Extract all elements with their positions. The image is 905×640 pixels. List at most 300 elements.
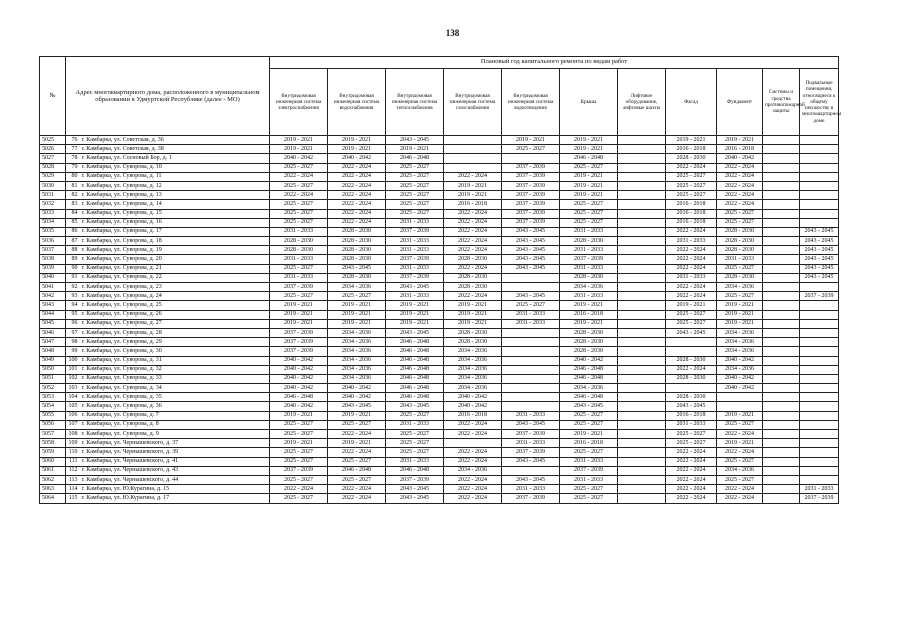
year-range-cell: 2028 - 2030 [717, 273, 763, 282]
work-type-header: Фасад [666, 69, 717, 136]
year-range-cell: 2025 - 2027 [270, 494, 328, 503]
year-range-cell: 2022 - 2024 [444, 420, 502, 429]
year-range-cell: 2037 - 2039 [502, 448, 560, 457]
row-number: 5032 [40, 200, 66, 209]
year-range-cell: 2022 - 2024 [444, 218, 502, 227]
table-row [40, 255, 839, 264]
work-type-header: Внутридомовая инженерная система теплоснабжения [386, 69, 444, 136]
year-range-cell: 2037 - 2039 [800, 292, 839, 301]
year-range-cell: 2043 - 2045 [800, 273, 839, 282]
year-range-cell: 2034 - 2036 [328, 338, 386, 347]
year-range-cell: 2040 - 2042 [717, 356, 763, 365]
year-range-cell: 2019 - 2021 [270, 310, 328, 319]
year-range-cell [618, 365, 666, 374]
table-row [40, 209, 839, 218]
year-range-cell: 2025 - 2027 [328, 475, 386, 484]
year-range-cell: 2025 - 2027 [270, 457, 328, 466]
row-index: 103 [66, 384, 80, 393]
page-number: 138 [445, 28, 460, 38]
row-number: 5046 [40, 328, 66, 337]
year-range-cell: 2019 - 2021 [717, 136, 763, 145]
year-range-cell: 2022 - 2024 [444, 172, 502, 181]
year-range-cell: 2025 - 2027 [560, 200, 618, 209]
address-cell: г. Камбарка, ул. Суворова, д. 12 [80, 181, 270, 190]
year-range-cell: 2022 - 2024 [666, 365, 717, 374]
year-range-cell: 2025 - 2027 [560, 411, 618, 420]
year-range-cell: 2037 - 2039 [800, 494, 839, 503]
year-range-cell [618, 255, 666, 264]
row-number: 5064 [40, 494, 66, 503]
year-range-cell: 2025 - 2027 [666, 172, 717, 181]
year-range-cell: 2019 - 2021 [560, 430, 618, 439]
year-range-cell: 2031 - 2033 [560, 264, 618, 273]
year-range-cell: 2028 - 2030 [444, 328, 502, 337]
year-range-cell: 2043 - 2045 [800, 227, 839, 236]
year-range-cell: 2037 - 2039 [270, 466, 328, 475]
year-range-cell: 2031 - 2033 [800, 485, 839, 494]
year-range-cell [763, 466, 800, 475]
address-cell: г. Камбарка, ул. Суворова, д. 36 [80, 402, 270, 411]
row-number: 5063 [40, 485, 66, 494]
year-range-cell [800, 301, 839, 310]
row-number: 5044 [40, 310, 66, 319]
work-type-header: Внутридомовая инженерная система водоснабжения [328, 69, 386, 136]
table-row [40, 347, 839, 356]
year-range-cell: 2034 - 2036 [444, 356, 502, 365]
year-range-cell: 2025 - 2027 [560, 209, 618, 218]
year-range-cell: 2025 - 2027 [270, 475, 328, 484]
table-row [40, 457, 839, 466]
year-range-cell: 2022 - 2024 [666, 255, 717, 264]
work-type-header: Крыша [560, 69, 618, 136]
year-range-cell: 2040 - 2042 [270, 154, 328, 163]
year-range-cell [800, 420, 839, 429]
address-cell: г. Камбарка, ул. Суворова, д. 17 [80, 227, 270, 236]
year-range-cell: 2019 - 2021 [386, 145, 444, 154]
year-range-cell [502, 374, 560, 383]
year-range-cell: 2022 - 2024 [717, 494, 763, 503]
year-range-cell: 2025 - 2027 [270, 163, 328, 172]
year-range-cell: 2040 - 2042 [444, 393, 502, 402]
address-cell: г. Камбарка, ул. Чернышевского, д. 43 [80, 466, 270, 475]
year-range-cell: 2040 - 2042 [270, 384, 328, 393]
row-number: 5048 [40, 347, 66, 356]
row-number: 5037 [40, 246, 66, 255]
row-number: 5038 [40, 255, 66, 264]
year-range-cell: 2040 - 2042 [560, 356, 618, 365]
row-index: 81 [66, 181, 80, 190]
year-range-cell: 2019 - 2021 [560, 136, 618, 145]
year-range-cell: 2025 - 2027 [328, 457, 386, 466]
row-number: 5058 [40, 439, 66, 448]
year-range-cell: 2022 - 2024 [328, 209, 386, 218]
year-range-cell: 2037 - 2039 [502, 200, 560, 209]
year-range-cell [763, 319, 800, 328]
table-row [40, 485, 839, 494]
year-range-cell [444, 154, 502, 163]
year-range-cell [763, 136, 800, 145]
year-range-cell: 2016 - 2018 [666, 200, 717, 209]
year-range-cell: 2019 - 2021 [386, 310, 444, 319]
year-range-cell: 2028 - 2030 [444, 273, 502, 282]
year-range-cell [618, 181, 666, 190]
year-range-cell: 2016 - 2018 [560, 439, 618, 448]
year-range-cell: 2025 - 2027 [270, 181, 328, 190]
year-range-cell: 2031 - 2033 [502, 319, 560, 328]
year-range-cell: 2034 - 2036 [328, 328, 386, 337]
year-range-cell: 2034 - 2036 [717, 347, 763, 356]
year-range-cell: 2022 - 2024 [717, 181, 763, 190]
year-range-cell [800, 191, 839, 200]
year-range-cell: 2025 - 2027 [717, 218, 763, 227]
year-range-cell: 2031 - 2033 [560, 246, 618, 255]
year-range-cell: 2025 - 2027 [666, 439, 717, 448]
year-range-cell: 2019 - 2021 [502, 136, 560, 145]
year-range-cell: 2031 - 2033 [502, 411, 560, 420]
year-range-cell: 2022 - 2024 [444, 494, 502, 503]
year-range-cell: 2046 - 2048 [560, 365, 618, 374]
year-range-cell: 2031 - 2033 [386, 218, 444, 227]
year-range-cell: 2040 - 2042 [444, 402, 502, 411]
year-range-cell: 2043 - 2045 [502, 457, 560, 466]
year-range-cell: 2025 - 2027 [328, 292, 386, 301]
year-range-cell [618, 237, 666, 246]
year-range-cell [763, 237, 800, 246]
year-range-cell [502, 283, 560, 292]
row-index: 80 [66, 172, 80, 181]
work-type-header: Фундамент [717, 69, 763, 136]
year-range-cell [763, 255, 800, 264]
year-range-cell: 2022 - 2024 [328, 200, 386, 209]
row-number: 5052 [40, 384, 66, 393]
year-range-cell [763, 356, 800, 365]
address-header: Адрес многоквартирного дома, расположенного в муниципальном образовании в Удмуртской Республике (далее - МО) [66, 57, 270, 136]
year-range-cell: 2025 - 2027 [717, 292, 763, 301]
address-cell: г. Камбарка, ул. Чернышевского, д. 44 [80, 475, 270, 484]
year-range-cell: 2028 - 2030 [560, 328, 618, 337]
year-range-cell: 2037 - 2039 [270, 338, 328, 347]
year-range-cell: 2031 - 2033 [502, 439, 560, 448]
table-row [40, 338, 839, 347]
year-range-cell [618, 485, 666, 494]
year-range-cell [618, 283, 666, 292]
table-row [40, 163, 839, 172]
year-range-cell: 2043 - 2045 [502, 264, 560, 273]
year-range-cell: 2037 - 2039 [502, 218, 560, 227]
address-cell: г. Камбарка, ул. Суворова, д. 11 [80, 172, 270, 181]
year-range-cell [763, 365, 800, 374]
year-range-cell: 2028 - 2030 [717, 227, 763, 236]
year-range-cell [618, 439, 666, 448]
year-range-cell [618, 136, 666, 145]
year-range-cell: 2019 - 2021 [270, 439, 328, 448]
year-range-cell: 2034 - 2036 [444, 384, 502, 393]
row-index: 109 [66, 439, 80, 448]
year-range-cell: 2031 - 2033 [502, 485, 560, 494]
year-range-cell: 2019 - 2021 [270, 301, 328, 310]
address-cell: г. Камбарка, ул. Суворова, д. 25 [80, 301, 270, 310]
year-range-cell [618, 172, 666, 181]
year-range-cell: 2031 - 2033 [560, 475, 618, 484]
year-range-cell: 2028 - 2030 [717, 237, 763, 246]
year-range-cell: 2022 - 2024 [666, 494, 717, 503]
year-range-cell: 2019 - 2021 [560, 301, 618, 310]
year-range-cell: 2022 - 2024 [666, 485, 717, 494]
year-range-cell: 2031 - 2033 [560, 227, 618, 236]
year-range-cell: 2028 - 2030 [666, 374, 717, 383]
address-cell: г. Камбарка, ул. Суворова, д. 31 [80, 356, 270, 365]
year-range-cell: 2028 - 2030 [560, 273, 618, 282]
table-row [40, 200, 839, 209]
year-range-cell [763, 283, 800, 292]
row-index: 89 [66, 255, 80, 264]
address-cell: г. Камбарка, ул. Суворова, д. 26 [80, 310, 270, 319]
row-number: 5040 [40, 273, 66, 282]
row-index: 85 [66, 218, 80, 227]
address-cell: г. Камбарка, ул. Суворова, д. 29 [80, 338, 270, 347]
year-range-cell: 2046 - 2048 [270, 393, 328, 402]
year-range-cell: 2025 - 2027 [386, 411, 444, 420]
year-range-cell [763, 191, 800, 200]
year-range-cell: 2019 - 2021 [444, 191, 502, 200]
row-number: 5030 [40, 181, 66, 190]
year-range-cell: 2025 - 2027 [560, 494, 618, 503]
address-cell: г. Камбарка, ул. Чернышевского, д. 39 [80, 448, 270, 457]
year-range-cell: 2046 - 2048 [386, 384, 444, 393]
year-range-cell: 2025 - 2027 [666, 319, 717, 328]
address-cell: г. Камбарка, ул. Суворова, д. 14 [80, 200, 270, 209]
year-range-cell [763, 347, 800, 356]
year-range-cell: 2043 - 2045 [502, 227, 560, 236]
year-range-cell: 2037 - 2039 [270, 283, 328, 292]
year-range-cell [763, 292, 800, 301]
year-range-cell: 2043 - 2045 [502, 292, 560, 301]
year-range-cell [763, 420, 800, 429]
row-index: 100 [66, 356, 80, 365]
year-range-cell: 2043 - 2045 [800, 237, 839, 246]
row-number: 5056 [40, 420, 66, 429]
work-type-header: Подвальные помещения, относящиеся к общему имуществу в многоквартирном доме [800, 69, 839, 136]
year-range-cell: 2025 - 2027 [386, 439, 444, 448]
year-range-cell [502, 273, 560, 282]
year-range-cell [763, 163, 800, 172]
year-range-cell: 2043 - 2045 [386, 485, 444, 494]
year-range-cell: 2019 - 2021 [328, 411, 386, 420]
table-row [40, 283, 839, 292]
year-range-cell: 2046 - 2048 [386, 365, 444, 374]
year-range-cell [618, 356, 666, 365]
year-range-cell: 2022 - 2024 [666, 163, 717, 172]
address-cell: г. Камбарка, ул. Суворова, д. 23 [80, 283, 270, 292]
row-number: 5053 [40, 393, 66, 402]
address-cell: г. Камбарка, ул. Чернышевского, д. 37 [80, 439, 270, 448]
year-range-cell [763, 218, 800, 227]
year-range-cell: 2019 - 2021 [666, 301, 717, 310]
row-number: 5034 [40, 218, 66, 227]
year-range-cell: 2046 - 2048 [560, 374, 618, 383]
year-range-cell: 2025 - 2027 [717, 475, 763, 484]
year-range-cell: 2016 - 2018 [444, 200, 502, 209]
year-range-cell: 2043 - 2045 [386, 494, 444, 503]
year-range-cell: 2025 - 2027 [502, 145, 560, 154]
row-index: 91 [66, 273, 80, 282]
year-range-cell: 2022 - 2024 [444, 246, 502, 255]
year-range-cell [618, 264, 666, 273]
year-range-cell: 2031 - 2033 [666, 273, 717, 282]
address-cell: г. Камбарка, ул. Суворова, д. 33 [80, 374, 270, 383]
table-row [40, 365, 839, 374]
year-range-cell: 2025 - 2027 [717, 264, 763, 273]
year-range-cell [800, 475, 839, 484]
year-range-cell: 2034 - 2036 [444, 374, 502, 383]
year-range-cell: 2022 - 2024 [328, 191, 386, 200]
row-number: 5059 [40, 448, 66, 457]
year-range-cell: 2040 - 2042 [270, 374, 328, 383]
year-range-cell [502, 328, 560, 337]
year-range-cell: 2022 - 2024 [666, 466, 717, 475]
year-range-cell: 2025 - 2027 [666, 181, 717, 190]
year-range-cell: 2037 - 2039 [502, 181, 560, 190]
year-range-cell: 2028 - 2030 [666, 393, 717, 402]
row-index: 98 [66, 338, 80, 347]
year-range-cell: 2025 - 2027 [386, 163, 444, 172]
year-range-cell: 2019 - 2021 [444, 181, 502, 190]
planned-year-header: Плановый год капитального ремонта по видам работ [270, 57, 839, 69]
year-range-cell: 2028 - 2030 [560, 347, 618, 356]
row-index: 83 [66, 200, 80, 209]
year-range-cell [502, 338, 560, 347]
table-body [40, 136, 839, 504]
address-cell: г. Камбарка, ул. Суворова, д. 32 [80, 365, 270, 374]
year-range-cell: 2043 - 2045 [386, 402, 444, 411]
year-range-cell: 2043 - 2045 [328, 402, 386, 411]
year-range-cell: 2043 - 2045 [502, 237, 560, 246]
year-range-cell: 2037 - 2039 [502, 430, 560, 439]
year-range-cell [800, 136, 839, 145]
table-row [40, 301, 839, 310]
year-range-cell: 2025 - 2027 [270, 448, 328, 457]
year-range-cell [618, 338, 666, 347]
year-range-cell: 2034 - 2036 [328, 356, 386, 365]
year-range-cell: 2016 - 2018 [444, 411, 502, 420]
address-cell: г. Камбарка, ул. Суворова, д. 15 [80, 209, 270, 218]
year-range-cell: 2031 - 2033 [717, 255, 763, 264]
year-range-cell: 2022 - 2024 [666, 457, 717, 466]
year-range-cell: 2022 - 2024 [717, 191, 763, 200]
address-cell: г. Камбарка, ул. Суворова, д. 30 [80, 347, 270, 356]
year-range-cell [800, 310, 839, 319]
year-range-cell: 2037 - 2039 [386, 273, 444, 282]
year-range-cell: 2022 - 2024 [328, 218, 386, 227]
year-range-cell: 2019 - 2021 [270, 411, 328, 420]
address-cell: г. Камбарка, ул. Суворова, д. 35 [80, 393, 270, 402]
year-range-cell: 2046 - 2048 [386, 374, 444, 383]
table-row [40, 145, 839, 154]
year-range-cell: 2019 - 2021 [270, 319, 328, 328]
row-number: 5057 [40, 430, 66, 439]
row-number: 5028 [40, 163, 66, 172]
year-range-cell: 2022 - 2024 [717, 163, 763, 172]
year-range-cell: 2043 - 2045 [666, 328, 717, 337]
year-range-cell: 2022 - 2024 [444, 475, 502, 484]
year-range-cell: 2019 - 2021 [386, 319, 444, 328]
year-range-cell [666, 384, 717, 393]
year-range-cell: 2028 - 2030 [328, 227, 386, 236]
work-type-header: Системы и средства противопожарной защиты [763, 69, 800, 136]
year-range-cell: 2043 - 2045 [502, 255, 560, 264]
year-range-cell [800, 393, 839, 402]
year-range-cell: 2022 - 2024 [666, 292, 717, 301]
year-range-cell [618, 292, 666, 301]
table-header [40, 57, 842, 136]
year-range-cell: 2022 - 2024 [328, 181, 386, 190]
year-range-cell: 2019 - 2021 [666, 136, 717, 145]
address-cell: г. Камбарка, ул. Суворова, д. 34 [80, 384, 270, 393]
year-range-cell [800, 200, 839, 209]
address-cell: г. Камбарка, ул. Суворова, д. 28 [80, 328, 270, 337]
year-range-cell: 2040 - 2042 [328, 384, 386, 393]
year-range-cell: 2043 - 2045 [502, 420, 560, 429]
year-range-cell: 2016 - 2018 [666, 145, 717, 154]
table-row [40, 218, 839, 227]
row-number: 5054 [40, 402, 66, 411]
year-range-cell: 2025 - 2027 [270, 209, 328, 218]
year-range-cell: 2040 - 2042 [328, 393, 386, 402]
year-range-cell: 2028 - 2030 [328, 255, 386, 264]
address-cell: г. Камбарка, ул. Суворова, д. 19 [80, 246, 270, 255]
year-range-cell: 2025 - 2027 [386, 200, 444, 209]
year-range-cell: 2043 - 2045 [800, 264, 839, 273]
year-range-cell [800, 172, 839, 181]
year-range-cell [800, 347, 839, 356]
row-number: 5029 [40, 172, 66, 181]
year-range-cell [800, 439, 839, 448]
work-type-header: Внутридомовая инженерная система электроснабжения [270, 69, 328, 136]
table-row [40, 191, 839, 200]
year-range-cell [618, 448, 666, 457]
row-index: 96 [66, 319, 80, 328]
year-range-cell: 2040 - 2042 [270, 402, 328, 411]
year-range-cell: 2022 - 2024 [666, 246, 717, 255]
year-range-cell: 2019 - 2021 [560, 191, 618, 200]
year-range-cell: 2031 - 2033 [270, 227, 328, 236]
year-range-cell [800, 328, 839, 337]
year-range-cell [763, 411, 800, 420]
table-row [40, 356, 839, 365]
year-range-cell: 2031 - 2033 [386, 420, 444, 429]
table-row [40, 439, 839, 448]
year-range-cell: 2019 - 2021 [717, 310, 763, 319]
year-range-cell [763, 384, 800, 393]
year-range-cell [618, 420, 666, 429]
table-row [40, 319, 839, 328]
year-range-cell: 2034 - 2036 [444, 466, 502, 475]
address-cell: г. Камбарка, ул. Советская, д. 38 [80, 145, 270, 154]
row-index: 95 [66, 310, 80, 319]
address-cell: г. Камбарка, ул. Ю.Курагина, д. 15 [80, 485, 270, 494]
address-cell: г. Камбарка, ул. Суворова, д. 24 [80, 292, 270, 301]
year-range-cell: 2019 - 2021 [328, 439, 386, 448]
year-range-cell: 2022 - 2024 [666, 475, 717, 484]
year-range-cell [763, 494, 800, 503]
row-number: 5041 [40, 283, 66, 292]
work-type-header: Лифтовое оборудование, лифтовые шахты [618, 69, 666, 136]
table-row [40, 411, 839, 420]
year-range-cell: 2022 - 2024 [328, 430, 386, 439]
year-range-cell: 2028 - 2030 [666, 356, 717, 365]
year-range-cell [618, 154, 666, 163]
year-range-cell: 2025 - 2027 [560, 218, 618, 227]
